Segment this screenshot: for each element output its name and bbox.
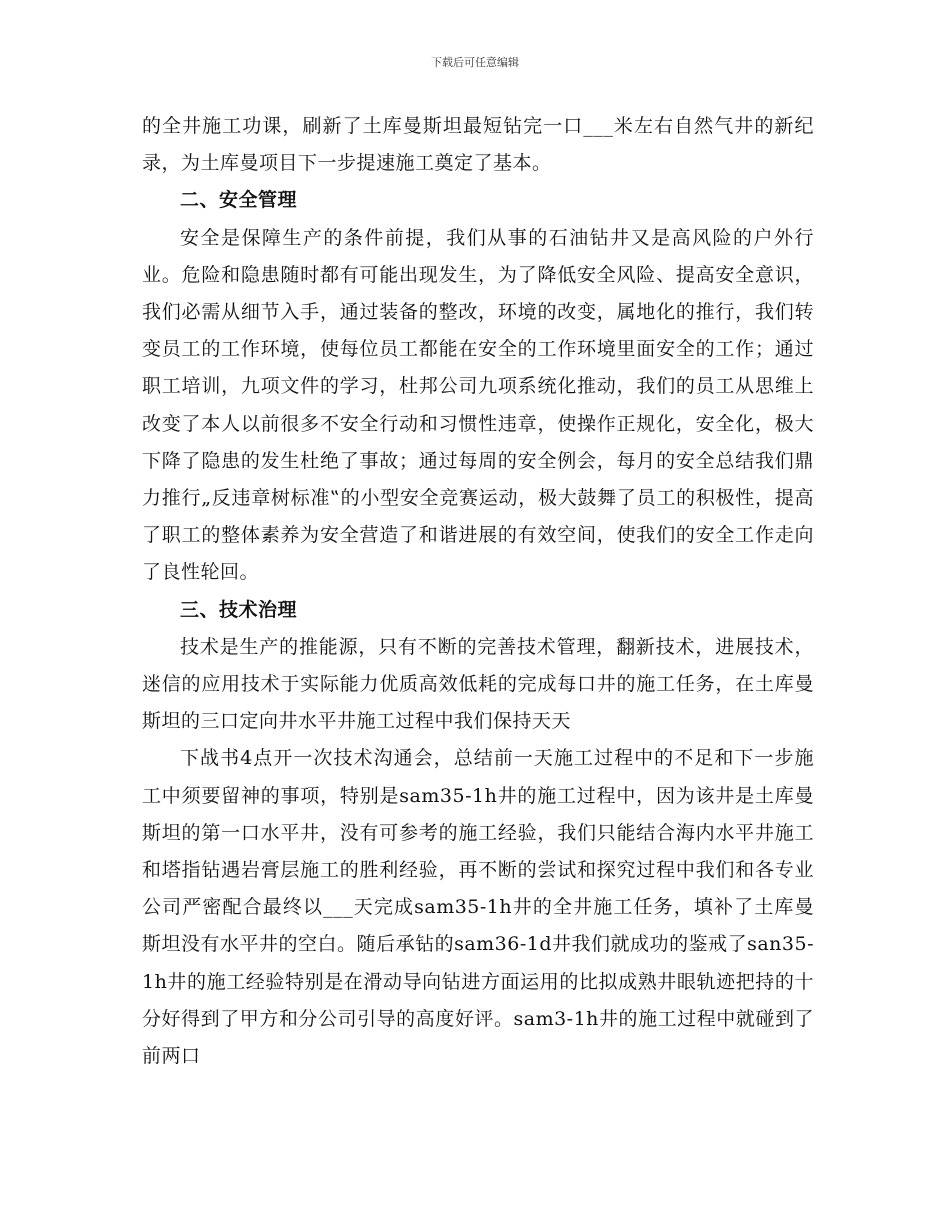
paragraph-safety: 安全是保障生产的条件前提，我们从事的石油钻井又是高风险的户外行业。危险和隐患随时都有可能出现发生，为了降低安全风险、提高安全意识，我们必需从细节入手，通过装备的整改，环境的改变，属地化的推行，我们转变员工的工作环境，使每位员工都能在安全的工作环境里面安全的工作；通过职工培训，九项文件的学习，杜邦公司九项系统化推动，我们的员工从思维上改变了本人以前很多不安全行动和习惯性违章，使操作正规化，安全化，极大下降了隐患的发生杜绝了事故；通过每周的安全例会，每月的安全总结我们鼎力推行„反违章树标准‟的小型安全竞赛运动，极大鼓舞了员工的积极性，提高了职工的整体素养为安全营造了和谐进展的有效空间，使我们的安全工作走向了良性轮回。 [142, 226, 814, 584]
paragraph-technology: 技术是生产的推能源，只有不断的完善技术管理，翻新技术，进展技术，迷信的应用技术于实际能力优质高效低耗的完成每口井的施工任务，在土库曼斯坦的三口定向井水平井施工过程中我们保持天天 [142, 635, 814, 733]
paragraph-continued: 的全井施工功课，刷新了土库曼斯坦最短钻完一口___米左右自然气井的新纪录，为土库曼项目下一步提速施工奠定了基本。 [142, 115, 814, 175]
paragraph-technology-continued: 下战书4点开一次技术沟通会，总结前一天施工过程中的不足和下一步施工中须要留神的事项，特别是sam35-1h井的施工过程中，因为该井是土库曼斯坦的第一口水平井，没有可参考的施工经验，我们只能结合海内水平井施工和塔指钻遇岩膏层施工的胜利经验，再不断的尝试和探究过程中我们和各专业公司严密配合最终以___天完成sam35-1h井的全井施工任务，填补了土库曼斯坦没有水平井的空白。随后承钻的sam36-1d井我们就成功的鉴戒了san35-1h井的施工经验特别是在滑动导向钻进方面运用的比拟成熟井眼轨迹把持的十分好得到了甲方和分公司引导的高度好评。sam3-1h井的施工过程中就碰到了前两口 [142, 747, 814, 1068]
section-heading-technology: 三、技术治理 [180, 598, 298, 621]
document-body [142, 108, 814, 1075]
page-header: 下载后可任意编辑 [431, 56, 519, 69]
section-heading-safety: 二、安全管理 [180, 189, 298, 212]
